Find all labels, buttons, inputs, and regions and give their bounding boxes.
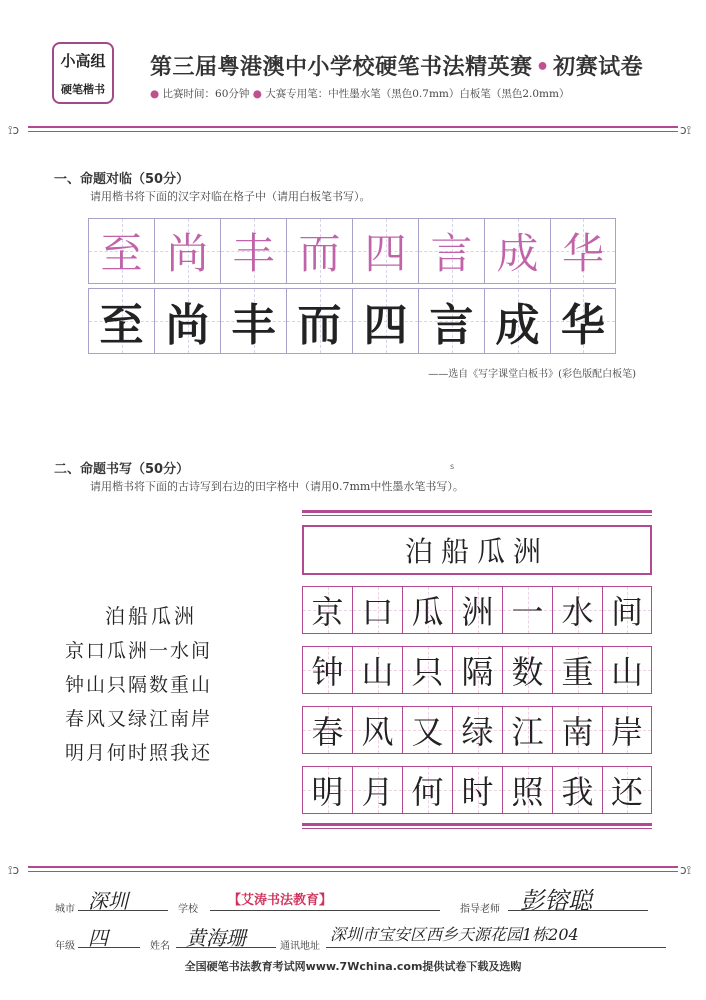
- poem-line: 春风又绿江南岸: [65, 708, 213, 730]
- written-char: 重: [561, 653, 594, 691]
- grade-value: 四: [88, 926, 108, 950]
- written-char: 又: [411, 713, 444, 751]
- poem-frame-top-bar: [302, 510, 652, 516]
- grade-underline: [78, 947, 140, 948]
- grid-cell: [402, 586, 452, 634]
- poem-line: 明月何时照我还: [65, 742, 213, 764]
- grid-cell: [602, 646, 652, 694]
- grid-cell: [352, 766, 402, 814]
- section2-instruction: 请用楷书将下面的古诗写到右边的田字格中（请用0.7mm中性墨水笔书写）。: [90, 480, 464, 493]
- address-value: 深圳市宝安区西乡天源花园1栋204: [330, 925, 579, 944]
- written-char: 我: [561, 773, 594, 811]
- pen-rule: 大赛专用笔：中性墨水笔（黑色0.7mm）白板笔（黑色2.0mm）: [265, 88, 570, 100]
- model-char: 四: [364, 229, 407, 278]
- poem-grid-row: [302, 586, 652, 634]
- written-char: 明: [311, 773, 344, 811]
- teacher-label: 指导老师: [460, 904, 500, 915]
- grid-cell: [302, 586, 352, 634]
- grid-cell: [286, 288, 352, 354]
- grid-cell: [154, 218, 220, 284]
- written-char: 丰: [231, 300, 276, 351]
- grid-cell: [418, 288, 484, 354]
- teacher-underline: [508, 910, 648, 911]
- grid-cell: [552, 766, 602, 814]
- written-title: 泊船瓜洲: [404, 535, 549, 568]
- city-value: 深圳: [88, 889, 128, 913]
- poem-grid-row: [302, 646, 652, 694]
- scroll-ornament-icon: ↄ⟟: [680, 123, 692, 137]
- grid-cell: [552, 646, 602, 694]
- school-label: 学校: [178, 904, 198, 915]
- written-char: 照: [511, 773, 544, 811]
- grid-cell: [602, 586, 652, 634]
- grid-cell: [220, 288, 286, 354]
- bullet-icon: ●: [150, 88, 160, 100]
- grid-cell: [484, 218, 550, 284]
- grid-cell: [352, 218, 418, 284]
- grid-cell: [452, 766, 502, 814]
- grid-cell: [452, 706, 502, 754]
- written-title-box: [302, 525, 652, 575]
- grid-cell: [220, 218, 286, 284]
- written-char: 山: [361, 653, 394, 691]
- scroll-ornament-icon: ↄ⟟: [680, 863, 692, 877]
- model-char: 丰: [232, 229, 275, 278]
- poem-title: 泊船瓜洲: [105, 604, 197, 628]
- grid-cell: [154, 288, 220, 354]
- title-separator: •: [535, 55, 551, 80]
- teacher-value: 彭镕聪: [520, 887, 592, 915]
- poem-grid-row: [302, 766, 652, 814]
- model-char: 而: [298, 229, 341, 278]
- written-char: 岸: [610, 713, 643, 751]
- grid-cell: [402, 646, 452, 694]
- model-char: 尚: [166, 229, 209, 278]
- footer-note: 全国硬笔书法教育考试网www.7Wchina.com提供试卷下载及选购: [184, 960, 522, 973]
- written-char: 间: [610, 593, 643, 631]
- model-char: 华: [561, 229, 604, 278]
- written-char: 隔: [461, 653, 494, 691]
- scroll-ornament-icon: ⟟ↄ: [8, 123, 20, 137]
- written-char: 尚: [165, 300, 210, 351]
- model-char: 言: [430, 229, 473, 278]
- grid-cell: [502, 706, 552, 754]
- grid-cell: [502, 766, 552, 814]
- written-char: 成: [495, 300, 540, 351]
- written-char: 一: [511, 593, 544, 631]
- written-char: 言: [429, 300, 474, 351]
- title-tail: 初赛试卷: [553, 55, 644, 80]
- group-badge: [52, 42, 114, 104]
- grid-cell: [88, 218, 154, 284]
- school-underline: [210, 910, 440, 911]
- written-char: 南: [561, 713, 594, 751]
- written-char: 山: [610, 653, 643, 691]
- written-char: 月: [361, 773, 394, 811]
- section1-instruction: 请用楷书将下面的汉字对临在格子中（请用白板笔书写）。: [90, 190, 371, 203]
- page-mark: s: [450, 462, 455, 471]
- section2-heading: 二、命题书写（50分）: [54, 462, 190, 477]
- city-underline: [78, 910, 168, 911]
- model-char: 成: [496, 229, 539, 278]
- grid-cell: [402, 766, 452, 814]
- address-label: 通讯地址: [280, 941, 320, 952]
- grid-cell: [352, 586, 402, 634]
- written-char: 风: [361, 713, 394, 751]
- bullet-icon: ●: [252, 88, 262, 100]
- grid-cell: [452, 586, 502, 634]
- grid-cell: [550, 288, 616, 354]
- section1-heading: 一、命题对临（50分）: [54, 172, 190, 187]
- model-char: 至: [100, 229, 143, 278]
- written-char: 瓜: [411, 593, 444, 631]
- city-label: 城市: [55, 904, 75, 915]
- written-char: 口: [361, 593, 394, 631]
- grid-cell: [502, 646, 552, 694]
- badge-group: 小高组: [60, 52, 106, 70]
- grid-cell: [302, 766, 352, 814]
- grid-cell: [352, 646, 402, 694]
- grid-cell: [550, 218, 616, 284]
- grid-cell: [286, 218, 352, 284]
- grade-label: 年级: [55, 941, 75, 952]
- name-underline: [176, 947, 276, 948]
- written-char: 京: [311, 593, 344, 631]
- grid-cell: [352, 288, 418, 354]
- header-divider: [28, 126, 678, 132]
- written-char: 时: [461, 773, 494, 811]
- grid-cell: [502, 586, 552, 634]
- written-char: 水: [561, 593, 594, 631]
- written-char-grid: [88, 288, 616, 354]
- grid-cell: [552, 706, 602, 754]
- address-underline: [326, 947, 666, 948]
- grid-cell: [602, 706, 652, 754]
- written-char: 钟: [311, 653, 344, 691]
- scroll-ornament-icon: ⟟ↄ: [8, 863, 20, 877]
- info-divider: [28, 866, 678, 872]
- poem-line: 钟山只隔数重山: [65, 674, 213, 696]
- grid-cell: [352, 706, 402, 754]
- grid-cell: [402, 706, 452, 754]
- written-char: 只: [411, 653, 444, 691]
- written-char: 而: [297, 300, 342, 351]
- written-char: 至: [99, 300, 144, 351]
- poem-line: 京口瓜洲一水间: [65, 640, 213, 662]
- time-rule: 比赛时间：60分钟: [162, 88, 250, 100]
- name-value: 黄海珊: [186, 926, 246, 950]
- badge-style: 硬笔楷书: [61, 83, 105, 96]
- grid-cell: [88, 288, 154, 354]
- written-char: 还: [610, 773, 643, 811]
- grid-cell: [484, 288, 550, 354]
- grid-cell: [418, 218, 484, 284]
- written-char: 四: [363, 300, 408, 351]
- title-main: 第三届粤港澳中小学校硬笔书法精英赛: [150, 55, 533, 80]
- written-char: 洲: [461, 593, 494, 631]
- poem-grid-row: [302, 706, 652, 754]
- written-char: 数: [511, 653, 544, 691]
- poem-frame-bottom-bar: [302, 823, 652, 829]
- page-title: [150, 50, 643, 81]
- model-char-grid: [88, 218, 616, 284]
- rules-line: [150, 86, 569, 101]
- source-note: ——选自《写字课堂白板书》(彩色版配白板笔): [428, 369, 636, 380]
- grid-cell: [302, 646, 352, 694]
- written-char: 江: [511, 713, 544, 751]
- grid-cell: [302, 706, 352, 754]
- name-label: 姓名: [150, 941, 170, 952]
- grid-cell: [452, 646, 502, 694]
- school-value: 【艾涛书法教育】: [228, 893, 333, 908]
- written-char: 华: [561, 300, 605, 351]
- written-char: 春: [311, 713, 344, 751]
- written-char: 何: [411, 773, 444, 811]
- written-char: 绿: [461, 713, 494, 751]
- grid-cell: [602, 766, 652, 814]
- grid-cell: [552, 586, 602, 634]
